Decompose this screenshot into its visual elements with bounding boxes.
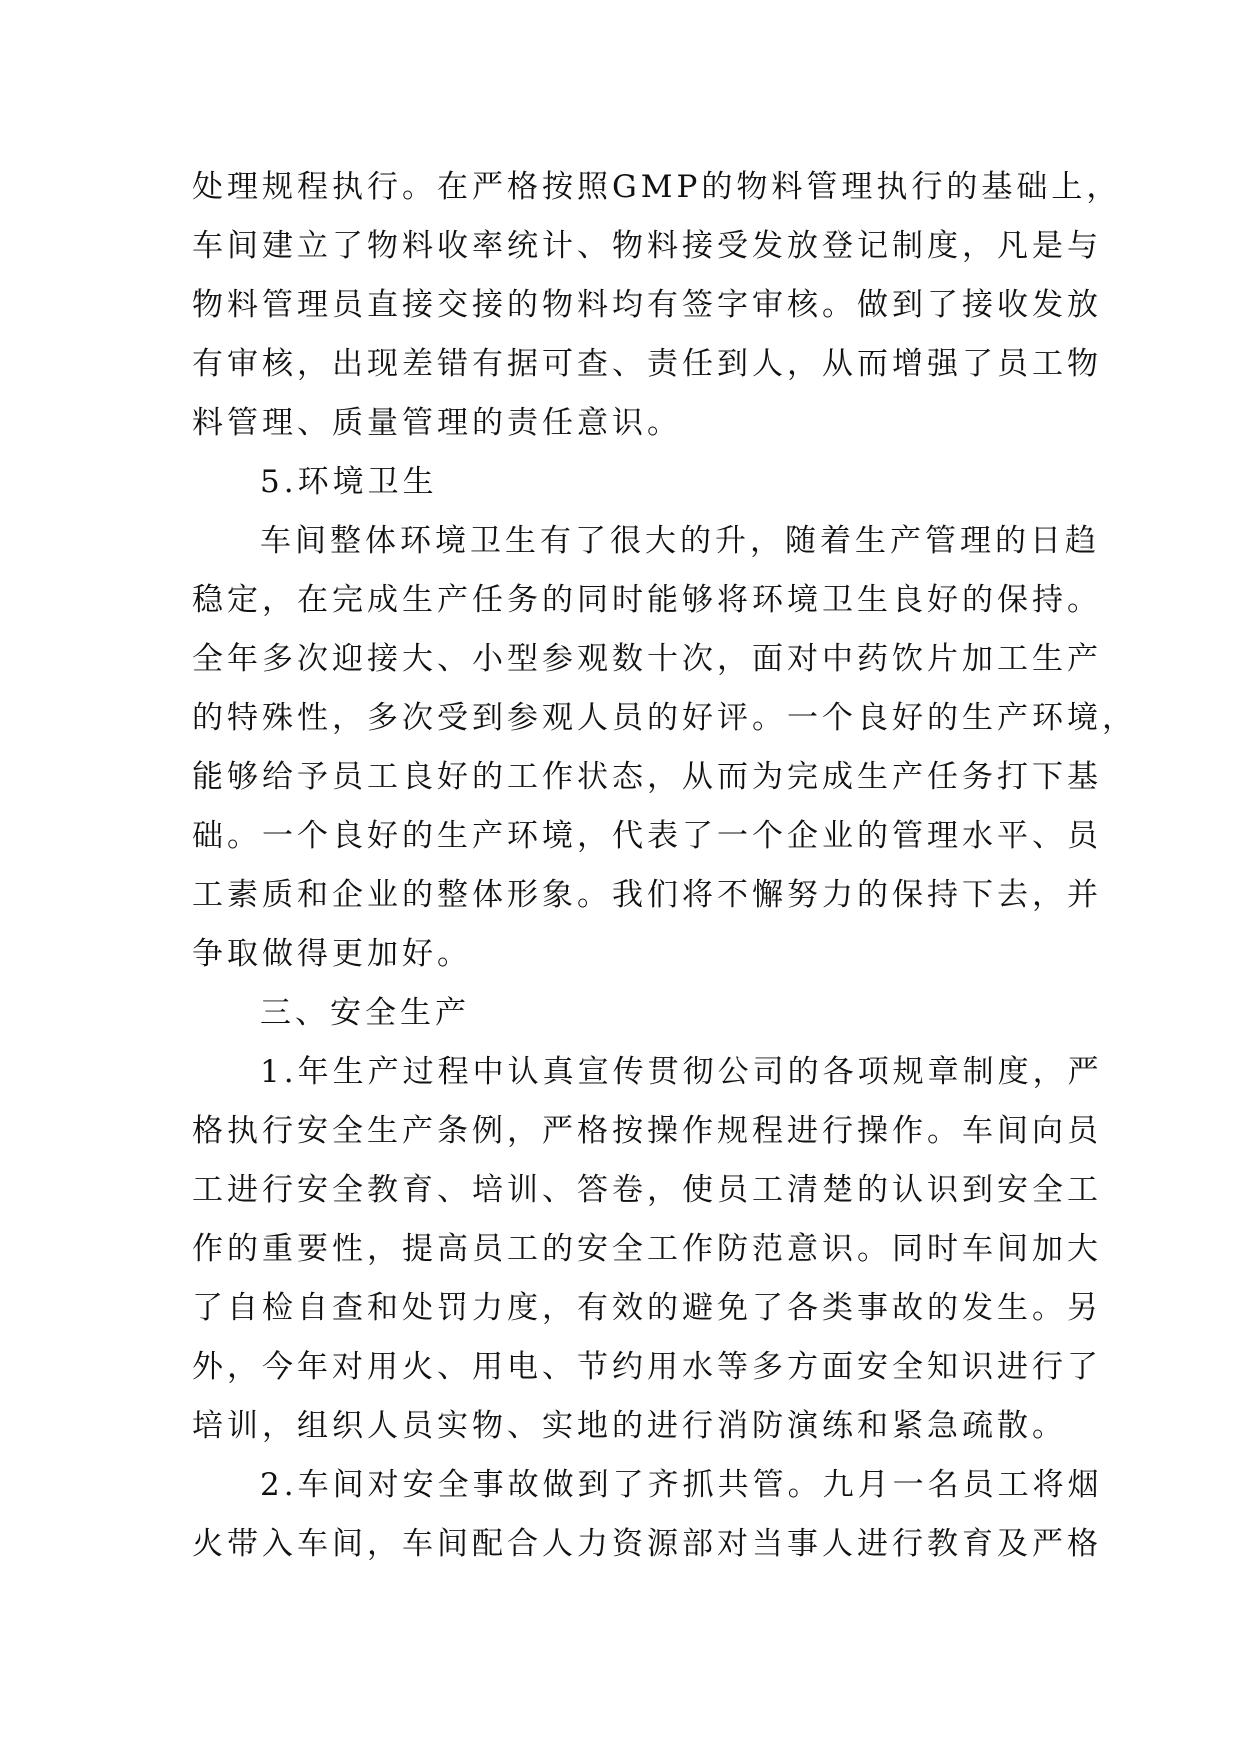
text-line: 作的重要性，提高员工的安全工作防范意识。同时车间加大 — [192, 1231, 1102, 1267]
text-line: 工进行安全教育、培训、答卷，使员工清楚的认识到安全工 — [192, 1172, 1102, 1208]
text-line: 培训，组织人员实物、实地的进行消防演练和紧急疏散。 — [192, 1408, 1067, 1444]
text-line: 车间整体环境卫生有了很大的升，随着生产管理的日趋 — [260, 523, 1100, 559]
text-line: 料管理、质量管理的责任意识。 — [192, 405, 682, 441]
section-heading-safety: 三、安全生产 — [260, 995, 470, 1031]
text-line: 争取做得更加好。 — [192, 936, 472, 972]
text-line: 工素质和企业的整体形象。我们将不懈努力的保持下去，并 — [192, 877, 1102, 913]
text-line: 能够给予员工良好的工作状态，从而为完成生产任务打下基 — [192, 759, 1102, 795]
text-line: 础。一个良好的生产环境，代表了一个企业的管理水平、员 — [192, 818, 1102, 854]
text-line: 稳定，在完成生产任务的同时能够将环境卫生良好的保持。 — [192, 582, 1102, 618]
text-line: 车间建立了物料收率统计、物料接受发放登记制度，凡是与 — [192, 228, 1102, 264]
document-body — [192, 158, 1137, 1574]
text-line: 了自检自查和处罚力度，有效的避免了各类事故的发生。另 — [192, 1290, 1102, 1326]
text-line: 外，今年对用火、用电、节约用水等多方面安全知识进行了 — [192, 1349, 1102, 1385]
text-line: 有审核，出现差错有据可查、责任到人，从而增强了员工物 — [192, 346, 1102, 382]
text-line: 格执行安全生产条例，严格按操作规程进行操作。车间向员 — [192, 1113, 1102, 1149]
text-line: 2.车间对安全事故做到了齐抓共管。九月一名员工将烟 — [260, 1467, 1103, 1503]
text-line: 1.年生产过程中认真宣传贯彻公司的各项规章制度，严 — [260, 1054, 1103, 1090]
text-line: 全年多次迎接大、小型参观数十次，面对中药饮片加工生产 — [192, 641, 1102, 677]
text-line: 火带入车间，车间配合人力资源部对当事人进行教育及严格 — [192, 1526, 1102, 1562]
section-heading-environment: 5.环境卫生 — [260, 464, 438, 500]
text-line: 物料管理员直接交接的物料均有签字审核。做到了接收发放 — [192, 287, 1102, 323]
text-line: 处理规程执行。在严格按照GMP的物料管理执行的基础上， — [192, 169, 1122, 205]
text-line: 的特殊性，多次受到参观人员的好评。一个良好的生产环境， — [192, 700, 1137, 736]
